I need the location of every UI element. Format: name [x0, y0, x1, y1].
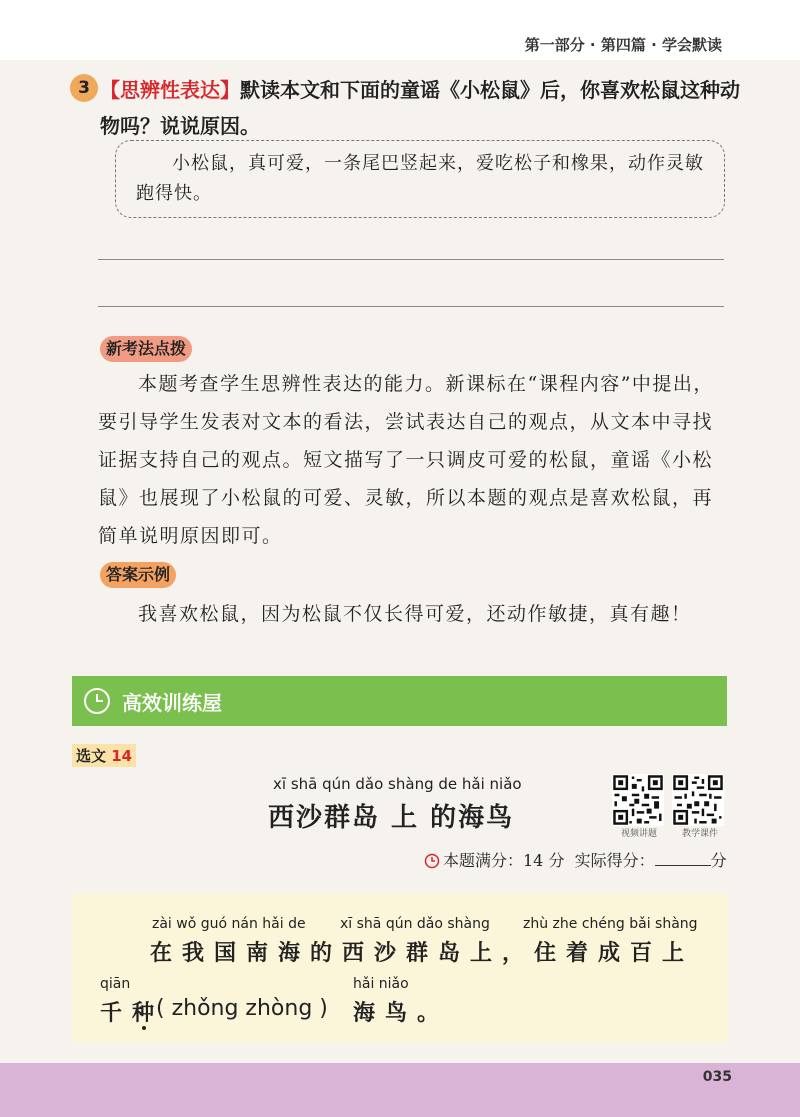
- song-box: [115, 140, 725, 218]
- pinyin-2b: hǎi niǎo: [353, 976, 409, 992]
- pinyin-1c: zhù zhe chéng bǎi shàng: [523, 916, 698, 932]
- passage-line-2b: 海鸟。: [353, 1000, 450, 1026]
- qr-code-courseware[interactable]: [672, 774, 724, 826]
- qr-caption-video: 视频讲题: [621, 829, 658, 839]
- page-header: [0, 0, 800, 60]
- song-text: 小松鼠，真可爱，一条尾巴竖起来，爱吃松子和橡果，动作灵敏跑得快。: [136, 153, 704, 204]
- selection-label: 选文 14: [72, 744, 136, 767]
- pronunciation-choice[interactable]: ( zhǒng zhòng ): [156, 996, 328, 1021]
- pinyin-1a: zài wǒ guó nán hǎi de: [152, 916, 306, 932]
- answer-paragraph: 我喜欢松鼠，因为松鼠不仅长得可爱，还动作敏捷，真有趣！: [138, 603, 692, 625]
- qr-caption-courseware: 教学课件: [682, 829, 719, 839]
- score-unit: 分: [710, 851, 727, 870]
- score-actual-label: 实际得分：: [574, 851, 655, 870]
- page-number: 035: [702, 1069, 732, 1085]
- score-full: 本题满分：14 分: [443, 851, 565, 870]
- passage-line-2a: 千种: [100, 1000, 165, 1026]
- article-title: 西沙群岛 上 的海鸟: [268, 803, 515, 833]
- score-blank[interactable]: [655, 851, 711, 866]
- clock-icon: [83, 687, 111, 715]
- title-pinyin: xī shā qún dǎo shàng de hǎi niǎo: [273, 775, 522, 793]
- qr-code-video[interactable]: [612, 774, 664, 826]
- emphasis-dot: [142, 1026, 146, 1030]
- page-footer: [0, 1063, 800, 1117]
- tips-paragraph: 本题考查学生思辨性表达的能力。新课标在“课程内容”中提出，要引导学生发表对文本的看法，尝试表达自己的观点，从文本中寻找证据支持自己的观点。短文描写了一只调皮可爱的松鼠，童谣《小松鼠》也展现了小松鼠的可爱、灵敏，所以本题的观点是喜欢松鼠，再简单说明原因即可。: [98, 373, 714, 547]
- pinyin-1b: xī shā qún dǎo shàng: [340, 916, 490, 932]
- passage-line-1: 在我国南海的西沙群岛上，住着成百上: [150, 940, 695, 966]
- answer-line-2[interactable]: [98, 306, 724, 307]
- answer-label: 答案示例: [100, 562, 176, 588]
- section-band-title: 高效训练屋: [122, 691, 222, 715]
- section-band: [72, 676, 727, 726]
- question-tag: 【思辨性表达】: [100, 78, 240, 102]
- reading-passage: [72, 893, 728, 1043]
- score-row: [424, 848, 727, 871]
- pinyin-2a: qiān: [100, 976, 131, 992]
- section-breadcrumb: 第一部分 · 第四篇 · 学会默读: [524, 36, 722, 54]
- tips-label: 新考法点拨: [100, 336, 192, 362]
- answer-line-1[interactable]: [98, 259, 724, 260]
- selection-number: 14: [111, 747, 133, 765]
- timer-icon: [424, 853, 440, 869]
- question-text: 默读本文和下面的童谣《小松鼠》后，你喜欢松鼠这种动物吗？说说原因。: [100, 78, 740, 138]
- question-number: 3: [70, 74, 98, 102]
